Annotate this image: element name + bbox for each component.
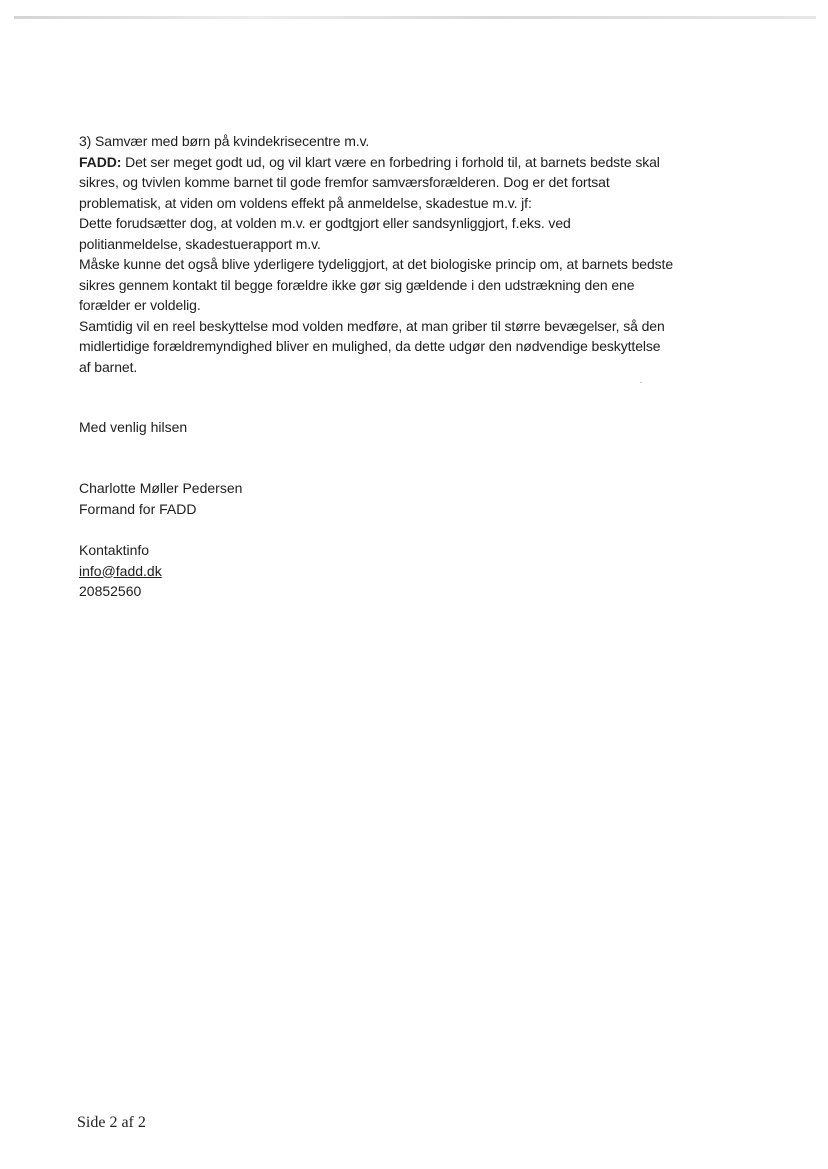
phone-number: 20852560 bbox=[79, 583, 142, 599]
body-line: sikres gennem kontakt til begge forældre ikke gør sig gældende i den udstrækning den ene bbox=[79, 276, 635, 293]
body-line: Samtidig vil en reel beskyttelse mod volden medføre, at man griber til større bevægelser, så den bbox=[79, 317, 665, 334]
body-line: af barnet. bbox=[79, 358, 138, 375]
fadd-line-text: Det ser meget godt ud, og vil klart være en forbedring i forhold til, at barnets bedste skal bbox=[121, 153, 660, 170]
contact-label: Kontaktinfo bbox=[79, 542, 150, 558]
body-line: problematisk, at viden om voldens effekt på anmeldelse, skadestue m.v. jf: bbox=[79, 194, 532, 211]
scan-edge bbox=[14, 16, 816, 19]
body-line: Dette forudsætter dog, at volden m.v. er godtgjort eller sandsynliggjort, f.eks. ved bbox=[79, 215, 571, 231]
section-heading: 3) Samvær med børn på kvindekrisecentre m.v. bbox=[79, 133, 370, 149]
email-link[interactable]: info@fadd.dk bbox=[79, 562, 162, 579]
page-number-footer: Side 2 af 2 bbox=[77, 1114, 146, 1131]
scan-speck bbox=[640, 382, 642, 383]
signature-block bbox=[79, 478, 242, 519]
body-line: Måske kunne det også blive yderligere tydeliggjort, at det biologiske princip om, at barnets bedste bbox=[79, 256, 674, 272]
closing-salutation: Med venlig hilsen bbox=[79, 419, 188, 435]
body-line: sikres, og tvivlen komme barnet til gode fremfor samværsforælderen. Dog er det fortsat bbox=[79, 174, 610, 190]
body-line: forælder er voldelig. bbox=[79, 297, 201, 313]
body-line: midlertidige forældremyndighed bliver en mulighed, da dette udgør den nødvendige beskyttelse bbox=[79, 338, 661, 354]
fadd-paragraph-line-1 bbox=[79, 152, 759, 173]
letter-body bbox=[79, 131, 759, 377]
signer-name: Charlotte Møller Pedersen bbox=[79, 480, 243, 496]
fadd-label: FADD: bbox=[79, 153, 122, 170]
body-line: politianmeldelse, skadestuerapport m.v. bbox=[79, 235, 321, 252]
contact-block bbox=[79, 540, 162, 602]
signer-title: Formand for FADD bbox=[79, 500, 197, 517]
